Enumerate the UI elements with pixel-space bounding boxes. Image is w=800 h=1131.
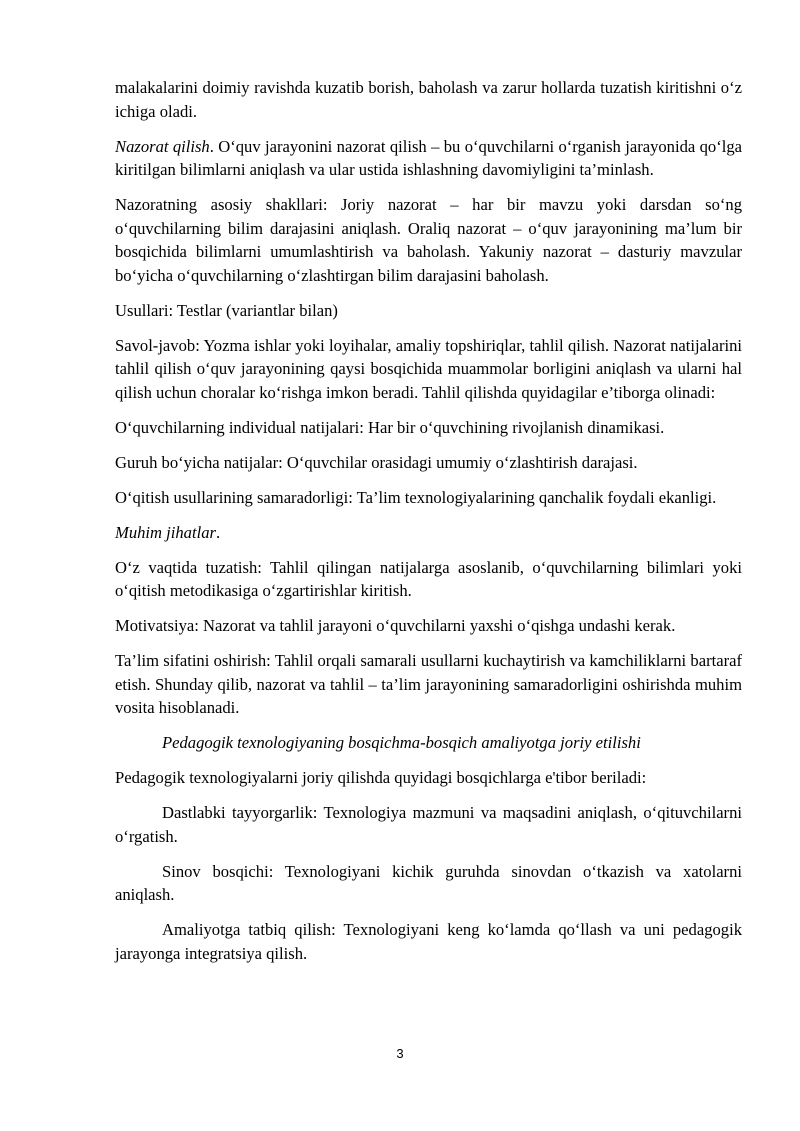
section-heading: Pedagogik texnologiyaning bosqichma-bosqich amaliyotga joriy etilishi	[162, 733, 641, 752]
term-muhim-jihatlar: Muhim jihatlar	[115, 522, 216, 542]
paragraph-usullari: Usullari: Testlar (variantlar bilan)	[115, 300, 338, 320]
paragraph-text: .	[215, 522, 221, 542]
paragraph-oz-vaqtida-tuzatish: O‘z vaqtida tuzatish: Tahlil qilingan natijalarga asoslanib, o‘quvchilarning bilimlari yoki o‘qitish metodikasiga o‘zgartirishlar kiritish.	[115, 557, 742, 600]
paragraph-sinov-bosqichi: Sinov bosqichi: Texnologiyani kichik guruhda sinovdan o‘tkazish va xatolarni aniqlash.	[115, 861, 742, 904]
paragraph-motivatsiya: Motivatsiya: Nazorat va tahlil jarayoni o‘quvchilarni yaxshi o‘qishga undashi kerak.	[115, 616, 676, 635]
paragraph-talim-sifati: Ta’lim sifatini oshirish: Tahlil orqali samarali usullarni kuchaytirish va kamchiliklarni bartaraf etish. Shunday qilib, nazorat va tahlil – ta’lim jarayonining samaradorligini oshirishda muhim vosita hisoblanadi.	[115, 651, 742, 717]
paragraph-dastlabki-tayyorgarlik: Dastlabki tayyorgarlik: Texnologiya mazmuni va maqsadini aniqlash, o‘qituvchilarni o‘rgatish.	[115, 803, 742, 846]
paragraph-oqitish-usullari: O‘qitish usullarining samaradorligi: Ta’lim texnologiyalarining qanchalik foydali ekanligi.	[115, 487, 717, 507]
paragraph-savol-javob: Savol-javob: Yozma ishlar yoki loyihalar, amaliy topshiriqlar, tahlil qilish. Nazorat natijalarini tahlil qilish o‘quv jarayonining qaysi bosqichida muammolar borligini aniqlash va ularni hal qilish uchun choralar ko‘rishga imkon beradi. Tahlil qilishda quyidagilar e’tiborga olinadi:	[115, 335, 742, 402]
paragraph-individual-natijalar: O‘quvchilarning individual natijalari: Har bir o‘quvchining rivojlanish dinamikasi.	[115, 417, 665, 437]
paragraph-continuation: malakalarini doimiy ravishda kuzatib borish, baholash va zarur hollarda tuzatish kiritishni o‘z ichiga oladi.	[115, 78, 742, 121]
paragraph-text: . O‘quv jarayonini nazorat qilish – bu o‘quvchilarni o‘rganish jarayonida qo‘lga kiritilgan bilimlarni aniqlash va ular ustida ishlashning davomiyligini ta’minlash.	[115, 136, 743, 179]
document-page	[115, 76, 742, 977]
paragraph-muhim-jihatlar	[115, 521, 742, 545]
page-number: 3	[396, 1046, 404, 1061]
paragraph-nazorat-qilish	[115, 135, 742, 182]
paragraph-guruh-natijalar: Guruh bo‘yicha natijalar: O‘quvchilar orasidagi umumiy o‘zlashtirish darajasi.	[115, 452, 638, 472]
term-nazorat-qilish: Nazorat qilish	[115, 136, 210, 156]
paragraph-nazorat-shakllari: Nazoratning asosiy shakllari: Joriy nazorat – har bir mavzu yoki darsdan so‘ng o‘quvchilarning bilim darajasini aniqlash. Oraliq nazorat – o‘quv jarayonining ma’lum bir bosqichida bilimlarni umumlashtirish va baholash. Yakuniy nazorat – dasturiy mavzular bo‘yicha o‘quvchilarning o‘zlashtirgan bilim darajasini baholash.	[115, 195, 742, 285]
paragraph-amaliyotga-tatbiq: Amaliyotga tatbiq qilish: Texnologiyani keng ko‘lamda qo‘llash va uni pedagogik jarayonga integratsiya qilish.	[115, 920, 742, 963]
paragraph-bosqichlar-intro: Pedagogik texnologiyalarni joriy qilishda quyidagi bosqichlarga e'tibor beriladi:	[115, 768, 647, 787]
